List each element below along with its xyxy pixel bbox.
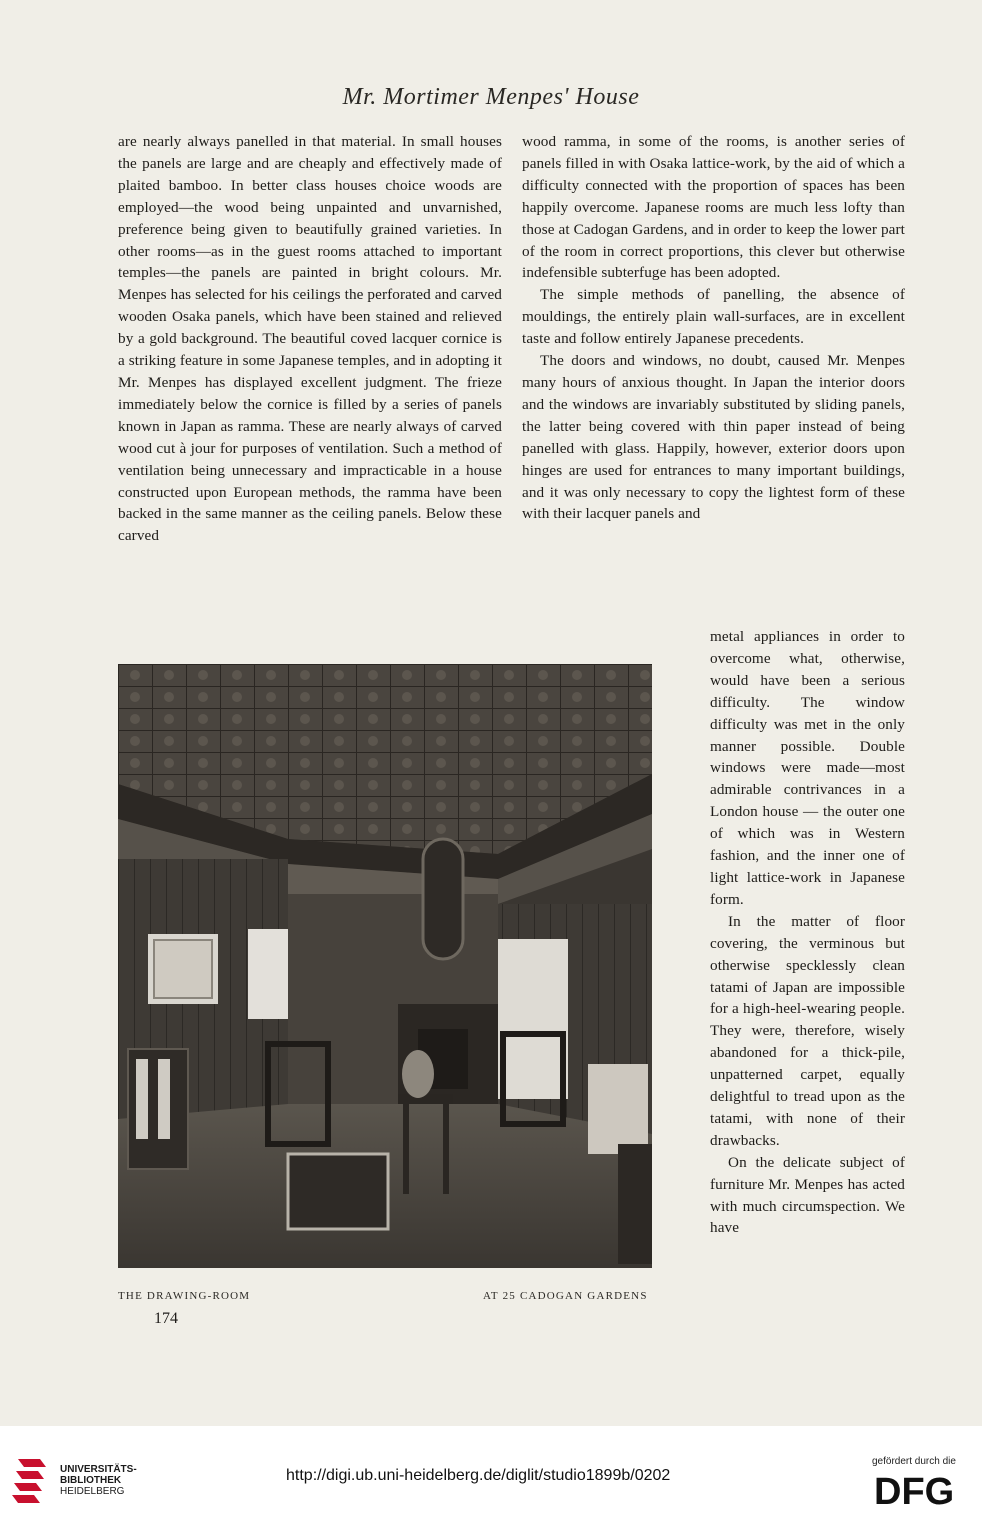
dfg-logo-text: DFG: [874, 1471, 955, 1508]
paragraph: On the delicate subject of furniture Mr. Menpes has acted with much circumspection. We have: [710, 1153, 905, 1237]
library-name-line: UNIVERSITÄTS-: [60, 1464, 137, 1475]
paragraph: The simple methods of panelling, the absence of mouldings, the entirely plain wall-surfaces, are in excellent taste and follow entirely Japanese precedents.: [522, 286, 905, 348]
left-text-column: [118, 131, 502, 547]
figure-caption-right: AT 25 CADOGAN GARDENS: [483, 1290, 648, 1302]
library-name: [60, 1464, 137, 1497]
page-number: 174: [154, 1310, 178, 1327]
photo-illustration: [118, 664, 652, 1268]
right-text-column: [522, 131, 905, 525]
library-logo-icon: [10, 1455, 56, 1505]
drawing-room-photograph: [118, 664, 652, 1268]
library-name-line: BIBLIOTHEK: [60, 1475, 122, 1486]
paragraph: are nearly always panelled in that material. In small houses the panels are large and are cheaply and effectively made of plaited bamboo. In better class houses choice woods are employed—the wood being unpainted and unvarnished, preference being given to beautifully grained varieties. In other rooms—as in the guest rooms attached to important temples—the panels are painted in bright colours. Mr. Menpes has selected for his ceilings the perforated and carved wooden Osaka panels, which have been stained and relieved by a gold background. The beautiful coved lacquer cornice is a striking feature in some Japanese temples, and in adopting it Mr. Menpes has displayed excellent judgment. The frieze immediately below the cornice is filled by a series of panels known in Japan as ramma. These are nearly always of carved wood cut à jour for purposes of ventilation. Such a method of ventilation being unnecessary and impracticable in a house constructed upon European methods, the ramma have been backed in the same manner as the ceiling panels. Below these carved: [118, 133, 502, 545]
paragraph: The doors and windows, no doubt, caused Mr. Menpes many hours of anxious thought. In Japan the interior doors and the windows are invariably substituted by sliding panels, the latter being covered with thin paper instead of being panelled with glass. Happily, however, exterior doors upon hinges are used for entrances to many important buildings, and it was only necessary to copy the lightest form of these with their lacquer panels and: [522, 352, 905, 523]
paragraph: In the matter of floor covering, the verminous but otherwise specklessly clean tatami of Japan are impossible for a high-heel-wearing people. They were, therefore, wisely abandoned for a thick-pile, unpatterned carpet, equally delightful to tread upon as the tatami, with none of their drawbacks.: [710, 912, 905, 1149]
narrow-text-column: [710, 626, 905, 1239]
library-name-line: HEIDELBERG: [60, 1486, 125, 1497]
dfg-logo-icon: [872, 1470, 968, 1508]
paragraph: wood ramma, in some of the rooms, is another series of panels filled in with Osaka lattice-work, by the aid of which a difficulty connected with the proportion of spaces has been happily overcome. Japanese rooms are much less lofty than those at Cadogan Gardens, and in order to keep the lower part of the room in correct proportions, this clever but otherwise indefensible subterfuge has been adopted.: [522, 133, 905, 282]
funding-label: gefördert durch die: [872, 1456, 956, 1467]
paragraph: metal appliances in order to overcome what, otherwise, would have been a serious difficulty. The window difficulty was met in the only manner possible. Double windows were made—most admirable contrivances in a London house — the outer one of which was in Western fashion, and the inner one of light lattice-work in Japanese form.: [710, 628, 905, 908]
running-header: Mr. Mortimer Menpes' House: [342, 84, 640, 110]
figure-caption-left: THE DRAWING-ROOM: [118, 1290, 251, 1302]
source-url-link[interactable]: http://digi.ub.uni-heidelberg.de/diglit/studio1899b/0202: [286, 1467, 671, 1484]
